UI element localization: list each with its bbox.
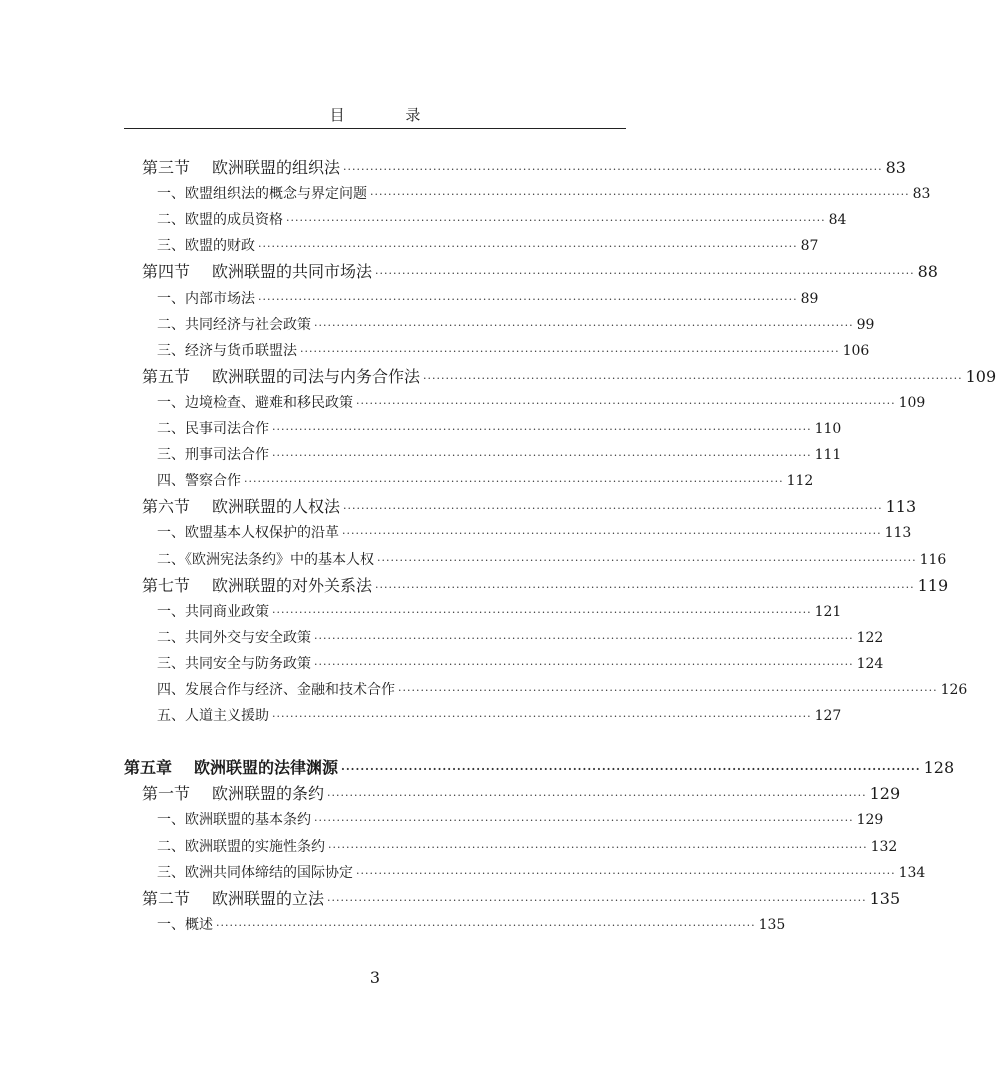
toc-entry-section [142, 260, 938, 284]
toc-entry-sub [157, 339, 870, 363]
dot-leader: ························································································································ [258, 292, 798, 306]
toc-entry-label [157, 548, 374, 572]
dot-leader: ························································································································ [375, 267, 915, 281]
toc-entry-title: 欧洲联盟的司法与内务合作法 [212, 366, 421, 386]
toc-entry-label [157, 808, 311, 832]
dot-leader: ························································································································ [341, 763, 921, 777]
dot-leader: ························································································································ [216, 918, 756, 932]
toc-entry-number: 第四节 [142, 262, 191, 282]
dot-leader: ························································································································ [258, 240, 798, 254]
dot-leader: ························································································································ [343, 163, 883, 176]
toc-entry-label [157, 652, 311, 676]
toc-entry-page: 106 [842, 342, 870, 359]
toc-entry-number: 第六节 [142, 497, 191, 517]
toc-entry-number: 第五节 [142, 366, 191, 386]
toc-entry-number: 第七节 [142, 575, 191, 595]
toc-entry-page: 111 [814, 447, 842, 464]
toc-entry-title: 欧洲联盟的条约 [212, 784, 325, 804]
toc-entry-section [142, 156, 906, 180]
toc-entry-title: 欧洲联盟的法律渊源 [194, 758, 339, 778]
toc-entry-title: 一、共同商业政策 [157, 603, 269, 620]
toc-entry-label [142, 887, 324, 911]
toc-entry-page: 88 [917, 262, 938, 282]
page-number: 3 [369, 968, 381, 987]
toc-entry-title: 二、共同外交与安全政策 [157, 629, 311, 646]
toc-entry-page: 135 [869, 888, 901, 908]
toc-entry-title: 二、欧洲联盟的实施性条约 [157, 838, 325, 855]
dot-leader: ························································································································ [314, 814, 854, 828]
toc-entry-page: 116 [919, 551, 947, 568]
toc-entry-label [157, 443, 269, 467]
toc-entry-title: 三、欧盟的财政 [157, 238, 255, 255]
dot-leader: ························································································································ [272, 423, 812, 436]
toc-entry-sub [157, 287, 819, 311]
toc-entry-title: 二、民事司法合作 [157, 421, 269, 437]
toc-entry-sub [157, 678, 968, 702]
toc-entry-page: 109 [898, 394, 926, 411]
toc-entry-sub [157, 234, 819, 258]
toc-entry-title: 二、《欧洲宪法条约》中的基本人权 [157, 551, 374, 568]
toc-entry-page: 132 [870, 838, 898, 855]
toc-entry-sub [157, 626, 884, 650]
toc-entry-number: 第五章 [124, 758, 173, 778]
toc-entry-number: 第二节 [142, 888, 191, 908]
toc-entry-number: 第一节 [142, 784, 191, 804]
toc-entry-sub [157, 600, 842, 624]
toc-entry-page: 134 [898, 864, 926, 881]
dot-leader: ························································································································ [272, 605, 812, 619]
toc-entry-page: 135 [758, 916, 786, 933]
toc-entry-page: 112 [786, 473, 814, 490]
toc-entry-label [157, 678, 395, 702]
toc-entry-chapter [124, 756, 955, 780]
dot-leader: ························································································································ [375, 580, 915, 594]
toc-entry-label [142, 156, 340, 180]
toc-entry-label [157, 339, 297, 363]
toc-entry-label [142, 365, 420, 389]
toc-entry-label [142, 782, 324, 806]
header-rule [124, 128, 626, 129]
dot-leader: ························································································································ [342, 527, 882, 541]
toc-entry-page: 128 [923, 758, 955, 778]
toc-entry-label [142, 495, 340, 519]
toc-entry-sub [157, 313, 875, 337]
toc-entry-page: 113 [884, 525, 912, 542]
toc-entry-section [142, 574, 949, 598]
dot-leader: ························································································································ [327, 893, 867, 907]
toc-entry-sub [157, 808, 884, 832]
toc-entry-section [142, 495, 917, 519]
toc-entry-label [157, 234, 255, 258]
toc-entry-title: 三、经济与货币联盟法 [157, 342, 297, 359]
toc-entry-page: 89 [800, 290, 819, 307]
toc-entry-title: 五、人道主义援助 [157, 708, 269, 725]
toc-entry-sub [157, 391, 926, 415]
toc-entry-sub [157, 548, 947, 572]
dot-leader: ························································································································ [343, 502, 883, 516]
toc-entry-page: 127 [814, 708, 842, 725]
toc-entry-label [157, 313, 311, 337]
toc-entry-title: 一、欧洲联盟的基本条约 [157, 812, 311, 829]
toc-entry-page: 109 [965, 366, 996, 386]
dot-leader: ························································································································ [398, 684, 938, 697]
toc-entry-label [157, 600, 269, 624]
toc-entry-page: 121 [814, 603, 842, 620]
toc-entry-title: 二、欧盟的成员资格 [157, 212, 283, 229]
toc-entry-title: 二、共同经济与社会政策 [157, 316, 311, 333]
toc-entry-sub [157, 521, 912, 545]
toc-entry-title: 三、欧洲共同体缔结的国际协定 [157, 864, 353, 881]
toc-entry-page: 119 [917, 575, 949, 595]
toc-entry-label [157, 182, 367, 206]
dot-leader: ························································································································ [377, 553, 917, 567]
toc-entry-sub [157, 861, 926, 885]
toc-entry-label [157, 861, 353, 885]
toc-entry-sub [157, 443, 842, 467]
toc-entry-page: 110 [814, 421, 842, 437]
toc-entry-label [157, 626, 311, 650]
toc-entry-title: 三、刑事司法合作 [157, 447, 269, 464]
toc-entry-title: 欧洲联盟的立法 [212, 888, 325, 908]
toc-entry-label [157, 913, 213, 937]
dot-leader: ························································································································ [314, 318, 854, 332]
dot-leader: ························································································································ [244, 475, 784, 489]
toc-entry-section [142, 365, 996, 389]
toc-entry-label [157, 469, 241, 493]
dot-leader: ························································································································ [327, 789, 867, 803]
toc-entry-title: 一、概述 [157, 916, 213, 933]
dot-leader: ························································································································ [356, 866, 896, 880]
dot-leader: ························································································································ [328, 840, 868, 854]
toc-entry-title: 一、欧盟基本人权保护的沿革 [157, 525, 339, 542]
toc-entry-sub [157, 208, 847, 232]
toc-entry-label [124, 756, 338, 780]
dot-leader: ························································································································ [314, 657, 854, 671]
toc-entry-section [142, 782, 901, 806]
dot-leader: ························································································································ [286, 214, 826, 228]
dot-leader: ························································································································ [272, 710, 812, 724]
toc-entry-title: 一、边境检查、避难和移民政策 [157, 394, 353, 411]
toc-entry-title: 三、共同安全与防务政策 [157, 655, 311, 672]
toc-entry-label [157, 521, 339, 545]
dot-leader: ························································································································ [423, 371, 963, 385]
toc-entry-sub [157, 704, 842, 728]
toc-entry-sub [157, 182, 931, 206]
toc-entry-sub [157, 652, 884, 676]
toc-entry-page: 83 [912, 186, 931, 203]
toc-entry-page: 126 [940, 682, 968, 698]
toc-entry-label [157, 391, 353, 415]
toc-entry-section [142, 887, 901, 911]
toc-entry-sub [157, 835, 898, 859]
toc-entry-label [142, 574, 372, 598]
toc-entry-label [157, 287, 255, 311]
toc-entry-label [142, 260, 372, 284]
toc-entry-page: 129 [856, 812, 884, 829]
toc-entry-page: 129 [869, 784, 901, 804]
dot-leader: ························································································································ [370, 188, 910, 202]
toc-entry-title: 欧洲联盟的组织法 [212, 158, 341, 177]
toc-entry-title: 欧洲联盟的人权法 [212, 497, 341, 517]
toc-entry-title: 四、警察合作 [157, 473, 241, 490]
toc-entry-title: 四、发展合作与经济、金融和技术合作 [157, 682, 395, 698]
dot-leader: ························································································································ [272, 449, 812, 463]
toc-entry-page: 124 [856, 655, 884, 672]
page-header-title: 目 录 [329, 106, 449, 124]
toc-entry-page: 113 [885, 497, 917, 517]
toc-entry-title: 欧洲联盟的共同市场法 [212, 262, 373, 282]
dot-leader: ························································································································ [314, 631, 854, 645]
toc-entry-page: 87 [800, 238, 819, 255]
toc-entry-sub [157, 913, 786, 937]
toc-entry-label [157, 208, 283, 232]
toc-entry-title: 一、内部市场法 [157, 290, 255, 307]
dot-leader: ························································································································ [300, 344, 840, 358]
dot-leader: ························································································································ [356, 396, 896, 410]
toc-entry-page: 83 [885, 158, 906, 177]
toc-entry-label [157, 417, 269, 441]
toc-entry-page: 99 [856, 316, 875, 333]
toc-entry-title: 一、欧盟组织法的概念与界定问题 [157, 186, 367, 203]
toc-entry-title: 欧洲联盟的对外关系法 [212, 575, 373, 595]
toc-entry-label [157, 704, 269, 728]
toc-entry-page: 122 [856, 629, 884, 646]
toc-entry-number: 第三节 [142, 158, 191, 177]
toc-entry-label [157, 835, 325, 859]
toc-entry-sub [157, 469, 814, 493]
toc-entry-page: 84 [828, 212, 847, 229]
toc-entry-sub [157, 417, 842, 441]
